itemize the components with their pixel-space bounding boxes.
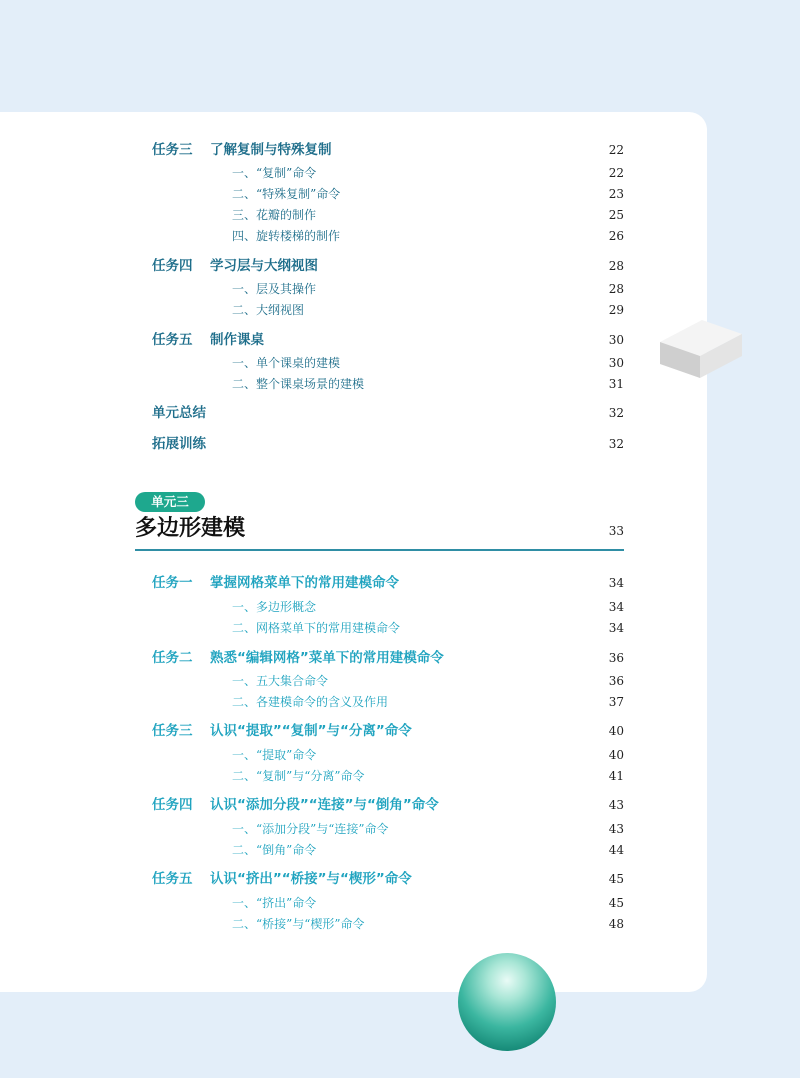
toc-entry-title: 二、大纲视图 xyxy=(232,303,305,317)
toc-task-entry[interactable] xyxy=(0,573,800,593)
toc-entry-title xyxy=(152,140,332,160)
toc-entry-title: 一、多边形概念 xyxy=(232,600,317,614)
toc-entry-title: 二、整个课桌场景的建模 xyxy=(232,377,365,391)
toc-task-number: 任务二 xyxy=(152,650,193,666)
toc-task-title: 认识“提取”“复制”与“分离”命令 xyxy=(210,723,412,739)
toc-page-number: 36 xyxy=(608,674,624,688)
toc-sub-entry[interactable] xyxy=(0,692,800,712)
toc-sub-entry[interactable] xyxy=(0,840,800,860)
toc-page-number: 29 xyxy=(608,303,624,317)
toc-entry-title: 一、“添加分段”与“连接”命令 xyxy=(232,822,389,836)
toc-entry-title: 四、旋转楼梯的制作 xyxy=(232,229,341,243)
toc-sub-entry[interactable] xyxy=(0,353,800,373)
toc-entry-title: 二、各建模命令的含义及作用 xyxy=(232,695,389,709)
toc-entry-title xyxy=(152,573,399,593)
toc-page-number: 41 xyxy=(608,769,624,783)
toc-page-number: 34 xyxy=(608,600,624,614)
toc-page-number: 40 xyxy=(608,724,624,738)
toc-page-number: 22 xyxy=(608,143,624,157)
toc-sub-entry[interactable] xyxy=(0,893,800,913)
toc-entry-title: 二、“复制”与“分离”命令 xyxy=(232,769,365,783)
toc-entry-title xyxy=(152,648,444,668)
toc-page-number: 45 xyxy=(608,872,624,886)
toc-task-title: 了解复制与特殊复制 xyxy=(210,142,332,158)
toc-page-number: 37 xyxy=(608,695,624,709)
toc-task-title: 制作课桌 xyxy=(210,332,264,348)
toc-task-number: 任务一 xyxy=(152,575,193,591)
toc-task-title: 认识“挤出”“桥接”与“楔形”命令 xyxy=(210,871,412,887)
toc-page-number: 43 xyxy=(608,822,624,836)
toc-page-number: 32 xyxy=(608,406,624,420)
toc-page-number: 28 xyxy=(608,259,624,273)
toc-entry-title: 二、网格菜单下的常用建模命令 xyxy=(232,621,401,635)
toc-sub-entry[interactable] xyxy=(0,226,800,246)
toc-entry-title: 三、花瓣的制作 xyxy=(232,208,317,222)
toc-task-number: 任务五 xyxy=(152,332,193,348)
toc-sub-entry[interactable] xyxy=(0,671,800,691)
toc-task-entry[interactable] xyxy=(0,403,800,423)
toc-sub-entry[interactable] xyxy=(0,163,800,183)
toc-task-number: 任务三 xyxy=(152,723,193,739)
toc-page-number: 40 xyxy=(608,748,624,762)
unit-divider xyxy=(135,549,624,551)
toc-task-entry[interactable] xyxy=(0,434,800,454)
toc-page-number: 34 xyxy=(608,621,624,635)
toc-task-number: 任务三 xyxy=(152,142,193,158)
toc-entry-title: 一、“提取”命令 xyxy=(232,748,317,762)
toc-task-entry[interactable] xyxy=(0,648,800,668)
toc-page-number: 44 xyxy=(608,843,624,857)
toc-task-title: 掌握网格菜单下的常用建模命令 xyxy=(210,575,399,591)
toc-sub-entry[interactable] xyxy=(0,766,800,786)
toc-task-entry[interactable] xyxy=(0,256,800,276)
toc-sub-entry[interactable] xyxy=(0,205,800,225)
toc-entry-title xyxy=(152,721,412,741)
toc-entry-title: 一、五大集合命令 xyxy=(232,674,329,688)
toc-sub-entry[interactable] xyxy=(0,914,800,934)
toc-page-number: 26 xyxy=(608,229,624,243)
toc-entry-title xyxy=(152,869,412,889)
toc-page-number: 43 xyxy=(608,798,624,812)
toc-page-number: 22 xyxy=(608,166,624,180)
toc-sub-entry[interactable] xyxy=(0,300,800,320)
toc-sub-entry[interactable] xyxy=(0,819,800,839)
toc-task-entry[interactable] xyxy=(0,721,800,741)
toc-task-number: 任务四 xyxy=(152,797,193,813)
toc-entry-title: 一、“挤出”命令 xyxy=(232,896,317,910)
toc-sub-entry[interactable] xyxy=(0,374,800,394)
toc-sub-entry[interactable] xyxy=(0,279,800,299)
toc-task-title: 认识“添加分段”“连接”与“倒角”命令 xyxy=(210,797,439,813)
toc-entry-title: 二、“特殊复制”命令 xyxy=(232,187,341,201)
toc-task-number: 拓展训练 xyxy=(152,436,206,452)
toc-page-number: 36 xyxy=(608,651,624,665)
toc-sub-entry[interactable] xyxy=(0,745,800,765)
toc-page-number: 30 xyxy=(608,356,624,370)
toc-entry-title: 一、“复制”命令 xyxy=(232,166,317,180)
toc-sub-entry[interactable] xyxy=(0,184,800,204)
unit-page-number: 33 xyxy=(608,524,624,538)
toc-task-entry[interactable] xyxy=(0,330,800,350)
toc-page-number: 28 xyxy=(608,282,624,296)
toc-page-number: 48 xyxy=(608,917,624,931)
unit-title: 多边形建模 xyxy=(135,516,246,541)
toc-page-number: 34 xyxy=(608,576,624,590)
toc-sub-entry[interactable] xyxy=(0,597,800,617)
toc-task-number: 单元总结 xyxy=(152,405,206,421)
toc-page-number: 45 xyxy=(608,896,624,910)
toc-task-entry[interactable] xyxy=(0,869,800,889)
toc-page-number: 32 xyxy=(608,437,624,451)
toc-entry-title xyxy=(152,434,210,454)
decorative-sphere-icon xyxy=(458,953,556,1051)
toc-page-number: 30 xyxy=(608,333,624,347)
toc-task-title: 熟悉“编辑网格”菜单下的常用建模命令 xyxy=(210,650,444,666)
toc-task-entry[interactable] xyxy=(0,795,800,815)
toc-entry-title: 二、“桥接”与“楔形”命令 xyxy=(232,917,365,931)
toc-entry-title: 二、“倒角”命令 xyxy=(232,843,317,857)
toc-entry-title xyxy=(152,403,210,423)
toc-entry-title: 一、层及其操作 xyxy=(232,282,317,296)
toc-task-number: 任务五 xyxy=(152,871,193,887)
toc-page-number: 25 xyxy=(608,208,624,222)
toc-task-entry[interactable] xyxy=(0,140,800,160)
toc-page-number: 23 xyxy=(608,187,624,201)
toc-sub-entry[interactable] xyxy=(0,618,800,638)
unit-badge: 单元三 xyxy=(135,492,205,512)
toc-entry-title xyxy=(152,795,439,815)
toc-entry-title xyxy=(152,256,318,276)
toc-page-number: 31 xyxy=(608,377,624,391)
toc-entry-title: 一、单个课桌的建模 xyxy=(232,356,341,370)
toc-task-number: 任务四 xyxy=(152,258,193,274)
toc-task-title: 学习层与大纲视图 xyxy=(210,258,318,274)
toc-entry-title xyxy=(152,330,264,350)
